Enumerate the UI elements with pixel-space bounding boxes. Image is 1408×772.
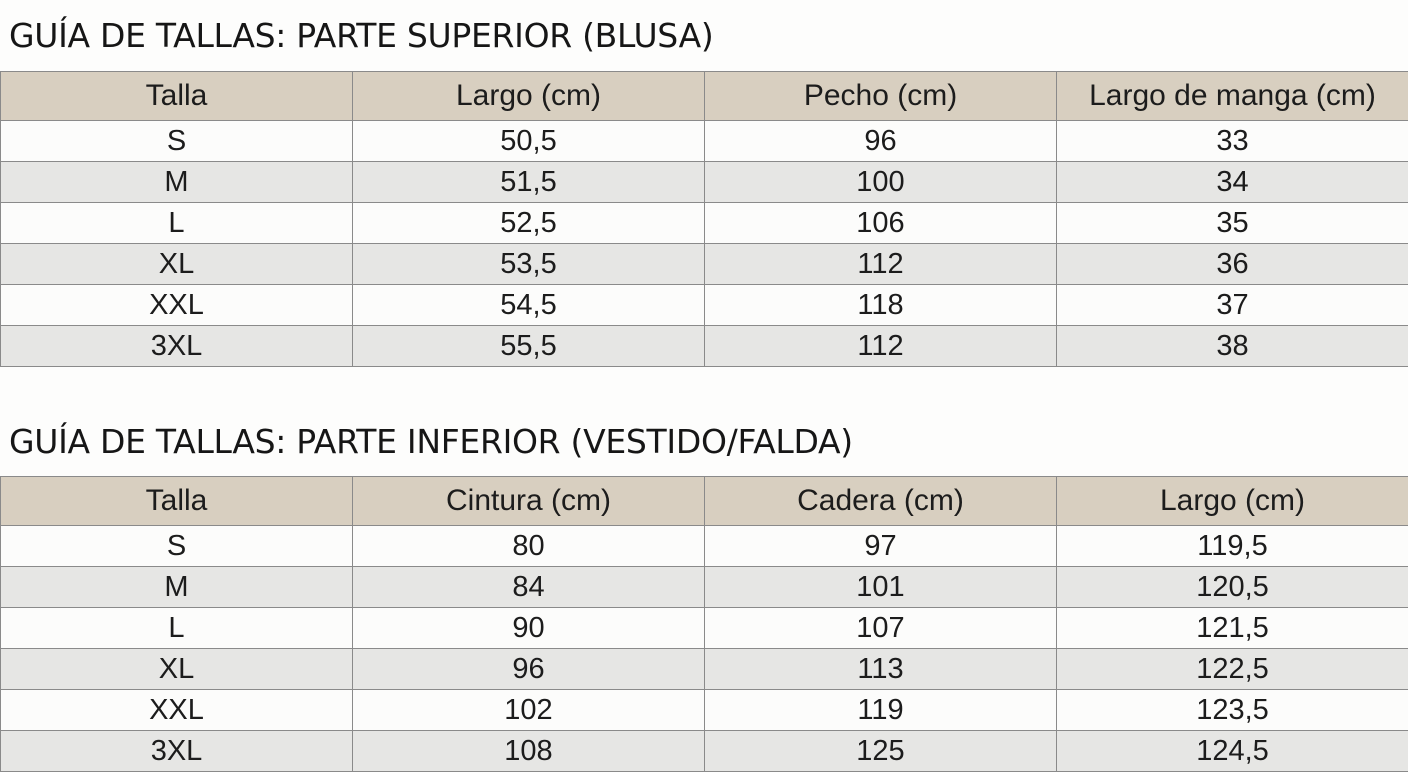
cell-hip: 119 (705, 690, 1057, 731)
cell-sleeve-length: 35 (1057, 203, 1408, 244)
cell-hip: 107 (705, 608, 1057, 649)
cell-waist: 108 (353, 731, 705, 772)
table-row (1, 731, 1408, 772)
cell-size: 3XL (1, 326, 353, 367)
cell-size: L (1, 203, 353, 244)
cell-sleeve-length: 34 (1057, 162, 1408, 203)
cell-size: XL (1, 649, 353, 690)
cell-size: L (1, 608, 353, 649)
dress-skirt-size-table (0, 476, 1408, 772)
column-header-length: Largo (cm) (353, 72, 705, 121)
cell-hip: 125 (705, 731, 1057, 772)
cell-length: 119,5 (1057, 526, 1408, 567)
cell-hip: 97 (705, 526, 1057, 567)
cell-size: S (1, 526, 353, 567)
cell-chest: 96 (705, 121, 1057, 162)
cell-waist: 102 (353, 690, 705, 731)
cell-waist: 90 (353, 608, 705, 649)
cell-length: 51,5 (353, 162, 705, 203)
table-header-row (1, 72, 1408, 121)
cell-size: XXL (1, 690, 353, 731)
table-header-row (1, 477, 1408, 526)
cell-hip: 113 (705, 649, 1057, 690)
cell-sleeve-length: 36 (1057, 244, 1408, 285)
cell-size: XL (1, 244, 353, 285)
table-row (1, 285, 1408, 326)
table-row (1, 649, 1408, 690)
cell-size: XXL (1, 285, 353, 326)
cell-length: 120,5 (1057, 567, 1408, 608)
top-table-title: GUÍA DE TALLAS: PARTE SUPERIOR (BLUSA) (9, 16, 713, 56)
cell-sleeve-length: 37 (1057, 285, 1408, 326)
cell-size: M (1, 162, 353, 203)
cell-size: 3XL (1, 731, 353, 772)
cell-waist: 80 (353, 526, 705, 567)
cell-length: 54,5 (353, 285, 705, 326)
column-header-size: Talla (1, 72, 353, 121)
table-row (1, 608, 1408, 649)
bottom-table-title: GUÍA DE TALLAS: PARTE INFERIOR (VESTIDO/FALDA) (9, 422, 853, 462)
table-row (1, 162, 1408, 203)
cell-chest: 112 (705, 244, 1057, 285)
column-header-chest: Pecho (cm) (705, 72, 1057, 121)
cell-size: M (1, 567, 353, 608)
cell-length: 122,5 (1057, 649, 1408, 690)
table-row (1, 567, 1408, 608)
table-row (1, 326, 1408, 367)
cell-length: 123,5 (1057, 690, 1408, 731)
table-row (1, 203, 1408, 244)
column-header-sleeve-length: Largo de manga (cm) (1057, 72, 1408, 121)
cell-waist: 96 (353, 649, 705, 690)
column-header-waist: Cintura (cm) (353, 477, 705, 526)
cell-waist: 84 (353, 567, 705, 608)
cell-length: 55,5 (353, 326, 705, 367)
cell-length: 124,5 (1057, 731, 1408, 772)
column-header-size: Talla (1, 477, 353, 526)
column-header-length: Largo (cm) (1057, 477, 1408, 526)
table-row (1, 526, 1408, 567)
cell-chest: 106 (705, 203, 1057, 244)
column-header-hip: Cadera (cm) (705, 477, 1057, 526)
table-row (1, 121, 1408, 162)
cell-chest: 100 (705, 162, 1057, 203)
cell-chest: 112 (705, 326, 1057, 367)
cell-length: 52,5 (353, 203, 705, 244)
cell-hip: 101 (705, 567, 1057, 608)
cell-size: S (1, 121, 353, 162)
cell-chest: 118 (705, 285, 1057, 326)
blouse-size-table (0, 71, 1408, 367)
table-row (1, 244, 1408, 285)
cell-length: 121,5 (1057, 608, 1408, 649)
cell-sleeve-length: 38 (1057, 326, 1408, 367)
cell-sleeve-length: 33 (1057, 121, 1408, 162)
cell-length: 50,5 (353, 121, 705, 162)
cell-length: 53,5 (353, 244, 705, 285)
table-row (1, 690, 1408, 731)
